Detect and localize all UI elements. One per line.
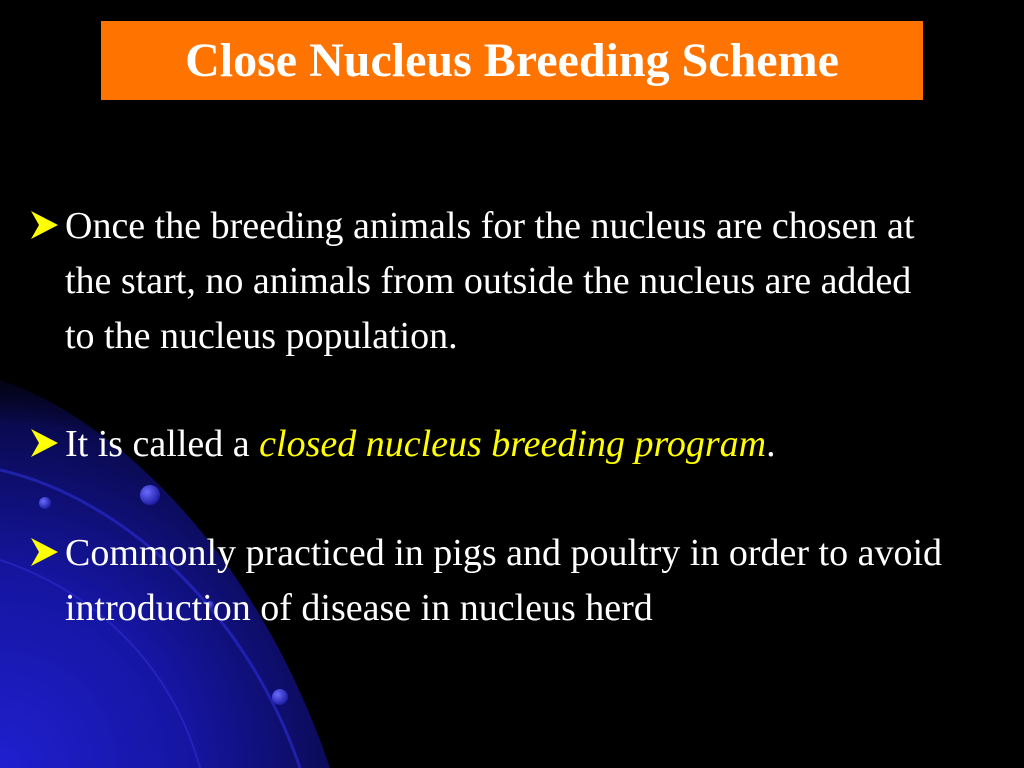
bullet-text	[65, 417, 776, 472]
arrow-bullet-icon	[28, 426, 62, 460]
bullet-item	[28, 199, 948, 364]
bullet-item	[28, 417, 988, 472]
arrow-bullet-icon	[28, 208, 62, 242]
bullet-suffix: .	[766, 423, 776, 465]
bullet-text: Commonly practiced in pigs and poultry in order to avoid introduction of disease in nucleus herd	[65, 532, 943, 629]
slide-title: Close Nucleus Breeding Scheme	[185, 33, 839, 87]
bullet-text: Once the breeding animals for the nucleus are chosen at the start, no animals from outside the nucleus are added to the nucleus population.	[65, 205, 915, 357]
bullet-prefix: It is called a	[65, 423, 260, 465]
highlighted-term: closed nucleus breeding program	[259, 423, 767, 465]
arrow-bullet-icon	[28, 535, 62, 569]
bullet-item	[28, 526, 1018, 636]
